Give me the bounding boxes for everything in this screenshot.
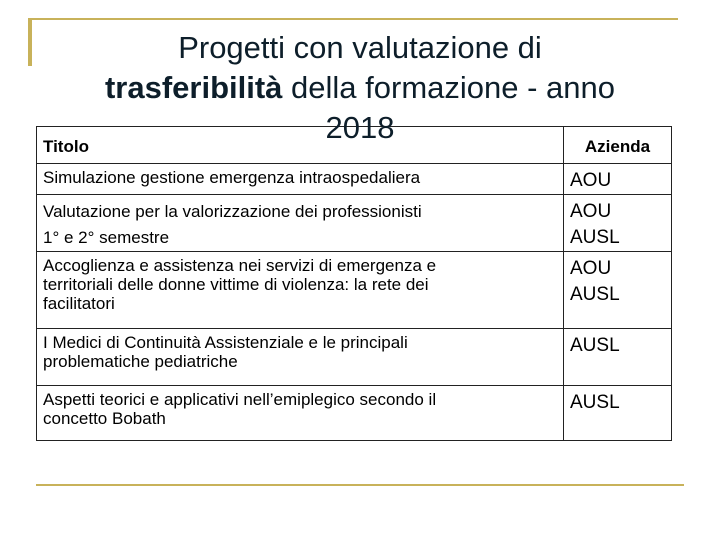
table-row bbox=[37, 252, 672, 329]
company-line: AOU bbox=[570, 170, 612, 191]
title-line-2 bbox=[0, 68, 720, 108]
project-title-cell bbox=[37, 252, 564, 329]
table-row bbox=[37, 164, 672, 195]
project-title-cell bbox=[37, 195, 564, 252]
header-title: Titolo bbox=[37, 127, 564, 164]
title-line-2-rest: della formazione - anno bbox=[282, 70, 616, 105]
company-cell bbox=[564, 195, 672, 252]
table-row bbox=[37, 329, 672, 386]
table-row bbox=[37, 195, 672, 252]
project-title-line: Aspetti teorici e applicativi nell’emiplegico secondo il bbox=[43, 390, 437, 409]
project-title-line: 1° e 2° semestre bbox=[43, 228, 170, 247]
table-row bbox=[37, 386, 672, 441]
company-line: AUSL bbox=[570, 392, 620, 413]
project-title-cell bbox=[37, 164, 564, 195]
company-line: AOU bbox=[570, 258, 612, 279]
header-company: Azienda bbox=[564, 127, 672, 164]
title-line-3: 2018 bbox=[325, 110, 395, 145]
project-title-line: Simulazione gestione emergenza intraospedaliera bbox=[43, 168, 421, 187]
project-title-cell bbox=[37, 386, 564, 441]
projects-table bbox=[36, 126, 672, 441]
table-header-row bbox=[37, 127, 672, 164]
company-cell bbox=[564, 329, 672, 386]
company-line: AUSL bbox=[570, 227, 620, 248]
project-title-line: problematiche pediatriche bbox=[43, 352, 238, 371]
company-line: AOU bbox=[570, 201, 612, 222]
company-line: AUSL bbox=[570, 284, 620, 305]
title-line-1: Progetti con valutazione di bbox=[178, 30, 542, 65]
company-cell bbox=[564, 252, 672, 329]
top-accent-line bbox=[28, 18, 678, 20]
bottom-accent-line bbox=[36, 484, 684, 486]
company-cell bbox=[564, 386, 672, 441]
company-line: AUSL bbox=[570, 335, 620, 356]
title-bold-word: trasferibilità bbox=[104, 70, 283, 105]
company-cell bbox=[564, 164, 672, 195]
project-title-line: territoriali delle donne vittime di violenza: la rete dei bbox=[43, 275, 429, 294]
project-title-line: concetto Bobath bbox=[43, 409, 166, 428]
left-accent-line bbox=[28, 18, 32, 66]
project-title-line: I Medici di Continuità Assistenziale e le principali bbox=[43, 333, 408, 352]
project-title-cell bbox=[37, 329, 564, 386]
project-title-line: Valutazione per la valorizzazione dei professionisti bbox=[43, 202, 422, 221]
project-title-line: facilitatori bbox=[43, 294, 115, 313]
project-title-line: Accoglienza e assistenza nei servizi di emergenza e bbox=[43, 256, 437, 275]
